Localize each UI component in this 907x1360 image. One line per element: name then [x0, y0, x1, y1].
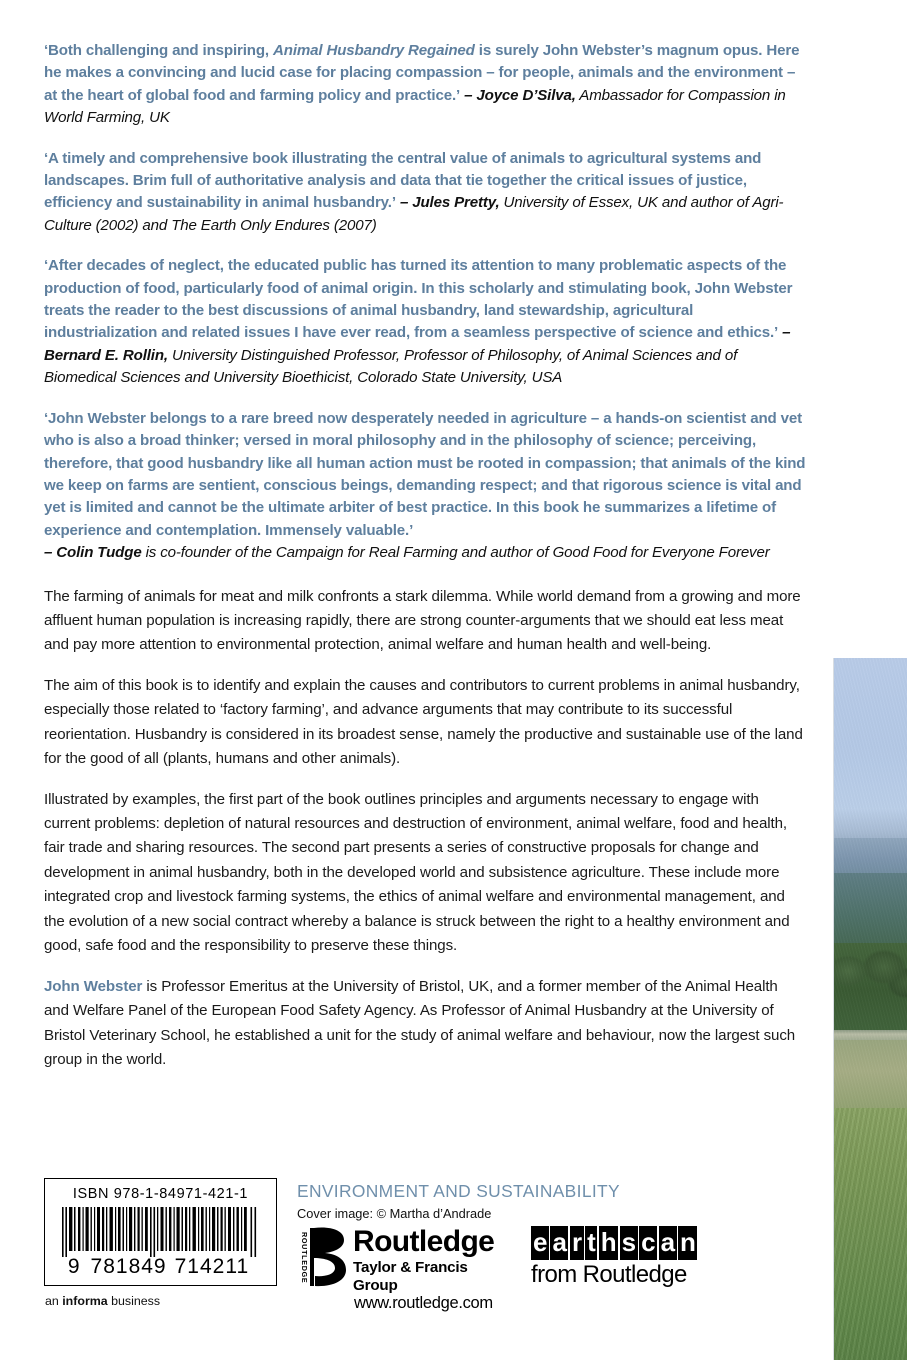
blurb-1-quote-post: is surely John Webster’s magnum opus. Here he makes a convincing and lucid case for placing compassion – for people, animals and the environment – at the heart of global food and farming policy and practice.’	[44, 42, 800, 104]
earthscan-letter: r	[570, 1226, 584, 1260]
description-paragraph-2: The aim of this book is to identify and explain the causes and contributors to current problems in animal husbandry, especially those related to ‘factory farming’, and advance arguments that may contribute to its successful reorientation. Husbandry is considered in its broadest sense, namely the productive and sustainable use of the land for the good of all (plants, humans and other animals).	[44, 676, 803, 768]
routledge-swirl-icon	[310, 1226, 347, 1288]
routledge-wordmark	[353, 1226, 503, 1295]
earthscan-subtitle: from Routledge	[531, 1261, 687, 1288]
blurb-1-book-title: Animal Husbandry Regained	[273, 42, 475, 59]
blurb-2-attribution-name: – Jules Pretty,	[395, 194, 500, 212]
blurb-jules-pretty	[44, 148, 806, 238]
routledge-name: Routledge	[353, 1225, 495, 1258]
blurb-1-quote-pre: ‘Both challenging and inspiring,	[44, 42, 274, 59]
author-bio-text: is Professor Emeritus at the University of Bristol, UK, and a former member of the Animal Health and Welfare Panel of the European Food Safety Agency. As Professor of Animal Husbandry at the University of Bristol Veterinary School, he established a unit for the study of animal welfare and behaviour, now the largest such group in the world.	[44, 977, 796, 1068]
blurb-colin-tudge	[44, 408, 806, 565]
blurb-1-attribution-name: – Joyce D’Silva,	[460, 86, 576, 104]
barcode-bars-graphic	[62, 1207, 259, 1257]
earthscan-letter: n	[678, 1226, 697, 1260]
isbn-number: ISBN 978-1-84971-421-1	[72, 1186, 249, 1202]
blurb-2-attribution-role: University of Essex, UK and author of Agri-Culture (2002) and The Earth Only Endures (2007)	[44, 194, 784, 234]
series-title: ENVIRONMENT AND SUSTAINABILITY	[297, 1181, 620, 1201]
blurb-bernard-rollin	[44, 255, 806, 389]
earthscan-letter: a	[550, 1226, 568, 1260]
cover-image-credit: Cover image: © Martha d’Andrade	[297, 1206, 492, 1221]
description-paragraph-1: The farming of animals for meat and milk confronts a stark dilemma. While world demand from a growing and more affluent human population is increasing rapidly, there are strong counter-arguments that we should eat less meat and pay more attention to environmental protection, animal welfare and human health and well-being.	[44, 587, 801, 654]
informa-prefix: an	[45, 1294, 63, 1308]
author-name: John Webster	[44, 977, 143, 995]
earthscan-letter: e	[531, 1226, 549, 1260]
earthscan-letter: s	[620, 1226, 638, 1260]
routledge-vertical-text: ROUTLEDGE	[300, 1232, 309, 1284]
blurb-3-attribution-name: – Bernard E. Rollin,	[44, 324, 791, 364]
routledge-logo[interactable]	[297, 1225, 502, 1312]
routledge-website-url[interactable]: www.routledge.com	[354, 1294, 493, 1312]
blurb-4-attribution-name: – Colin Tudge	[44, 544, 142, 562]
blurb-1-attribution-role: Ambassador for Compassion in World Farming, UK	[44, 86, 786, 127]
routledge-subtitle: Taylor & Francis Group	[353, 1259, 468, 1294]
cover-photo-strip	[834, 658, 907, 1360]
barcode-digit-group-2: 714211	[174, 1255, 250, 1278]
earthscan-wordmark	[531, 1226, 701, 1260]
earthscan-letter: t	[585, 1226, 597, 1260]
earthscan-letter: h	[599, 1226, 618, 1260]
earthscan-letter: a	[659, 1226, 677, 1260]
photo-grain-overlay	[834, 658, 907, 1360]
blurb-joyce-dsilva	[44, 40, 806, 130]
barcode-lead-digit: 9	[67, 1255, 81, 1278]
blurb-3-attribution-role: University Distinguished Professor, Professor of Philosophy, of Animal Sciences and of Biomedical Sciences and University Bioethicist, Colorado State University, USA	[44, 346, 738, 387]
back-cover-text-column	[44, 40, 806, 1088]
cover-footer	[44, 1178, 696, 1328]
blurb-4-attribution-role: is co-founder of the Campaign for Real Farming and author of Good Food for Everyone Forever	[141, 544, 770, 562]
isbn-barcode	[44, 1178, 277, 1286]
informa-word: informa	[62, 1294, 108, 1308]
routledge-mark-icon	[297, 1226, 347, 1288]
barcode-digit-row	[45, 1255, 276, 1279]
blurb-2-quote: ‘A timely and comprehensive book illustrating the central value of animals to agricultural systems and landscapes. Brim full of authoritative analysis and data that tie together the critical issues of justice, efficiency and sustainability in animal husbandry.’	[44, 149, 762, 212]
earthscan-letter: c	[639, 1226, 657, 1260]
description-paragraph-3: Illustrated by examples, the first part of the book outlines principles and arguments necessary to engage with current problems: depletion of natural resources and destruction of environment, animal welfare, food and health, fair trade and sharing resources. The second part presents a series of constructive proposals for change and development in animal husbandry, both in the developed world and subsistence agriculture. These include more integrated crop and livestock farming systems, the ethics of animal welfare and environmental management, and the evolution of a new social contract whereby a balance is struck between the right to a healthy environment and good, safe food and the responsibility to preserve these things.	[44, 790, 790, 955]
blurb-4-quote: ‘John Webster belongs to a rare breed now desperately needed in agriculture – a hands-on scientist and vet who is also a broad thinker; versed in moral philosophy and in the philosophy of science; perceiving, therefore, that good husbandry like all human action must be rooted in compassion; that animals of the kind we keep on farms are sentient, conscious beings, demanding respect; and that rigorous science is vital and yet is limited and cannot be the ultimate arbiter of best practice. In this book he summarizes a lifetime of experience and contemplation. Immensely valuable.’	[44, 409, 806, 539]
earthscan-logo[interactable]	[531, 1226, 701, 1288]
informa-suffix: business	[107, 1294, 161, 1308]
barcode-digit-group-1: 781849	[90, 1255, 167, 1278]
informa-business-line	[45, 1294, 160, 1308]
author-biography	[44, 975, 806, 1073]
blurb-3-quote: ‘After decades of neglect, the educated public has turned its attention to many problematic aspects of the production of food, particularly food of animal origin. In this scholarly and stimulating book, John Webster treats the reader to the best discussions of animal husbandry, land stewardship, agricultural industrialization and related issues I have ever read, from a seamless perspective of science and ethics.’	[44, 257, 793, 342]
